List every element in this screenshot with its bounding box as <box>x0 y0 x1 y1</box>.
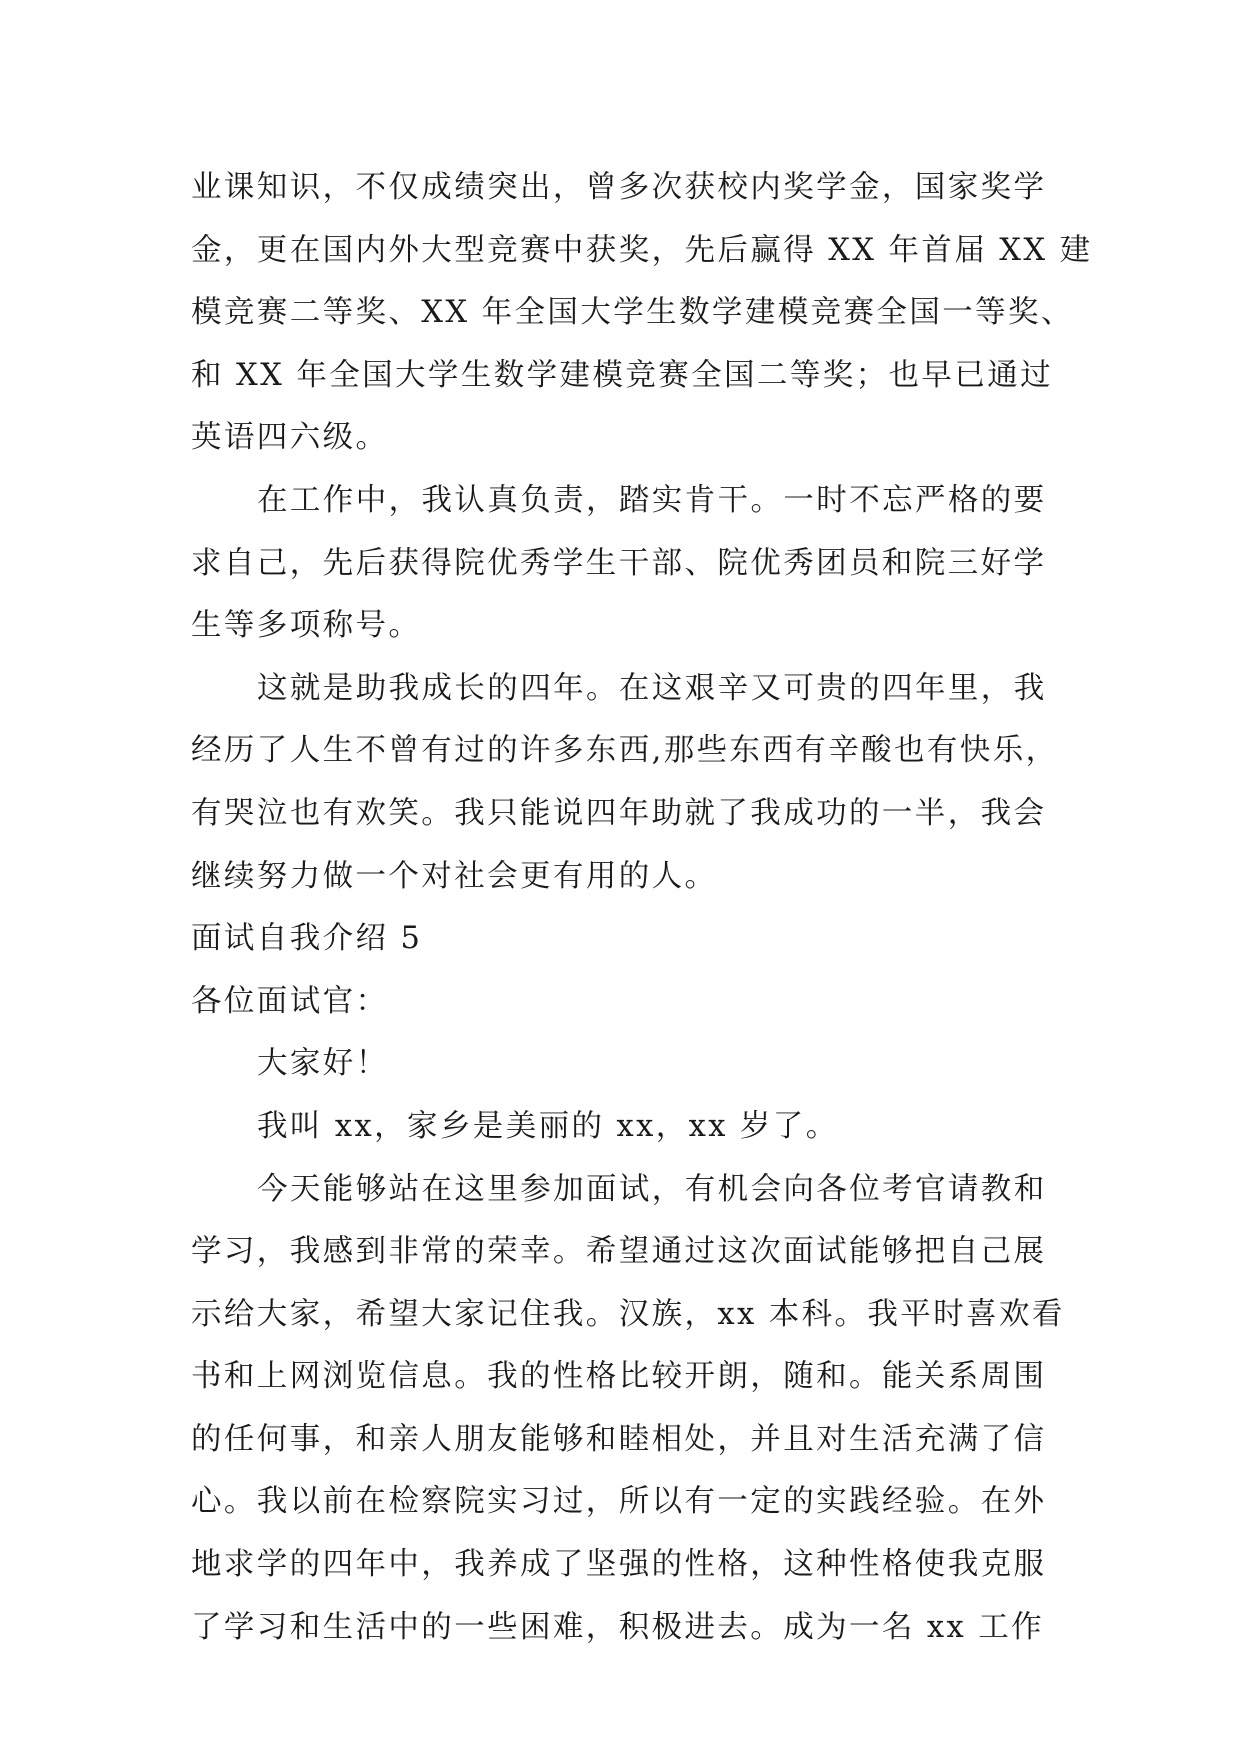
text-line: 金，更在国内外大型竞赛中获奖，先后赢得 XX 年首届 XX 建 <box>191 232 1093 268</box>
text-line: 今天能够站在这里参加面试，有机会向各位考官请教和 <box>257 1171 1047 1207</box>
text-line: 我叫 xx，家乡是美丽的 xx，xx 岁了。 <box>257 1108 839 1144</box>
text-line: 地求学的四年中，我养成了坚强的性格，这种性格使我克服 <box>191 1547 1047 1583</box>
text-line: 生等多项称号。 <box>191 608 422 644</box>
text-line: 业课知识，不仅成绩突出，曾多次获校内奖学金，国家奖学 <box>191 170 1047 205</box>
text-line: 经历了人生不曾有过的许多东西,那些东西有辛酸也有快乐， <box>191 733 1059 769</box>
document-body <box>191 157 1093 1659</box>
text-line: 了学习和生活中的一些困难，积极进去。成为一名 xx 工作 <box>191 1609 1044 1645</box>
text-line: 英语四六级。 <box>191 420 389 456</box>
text-line: 心。我以前在检察院实习过，所以有一定的实践经验。在外 <box>191 1484 1047 1520</box>
text-line: 大家好！ <box>257 1046 389 1082</box>
text-line: 书和上网浏览信息。我的性格比较开朗，随和。能关系周围 <box>191 1359 1047 1395</box>
text-line: 这就是助我成长的四年。在这艰辛又可贵的四年里，我 <box>257 670 1047 706</box>
section-heading: 面试自我介绍 5 <box>191 921 423 957</box>
text-line: 继续努力做一个对社会更有用的人。 <box>191 858 718 894</box>
text-line: 示给大家，希望大家记住我。汉族，xx 本科。我平时喜欢看 <box>191 1296 1065 1332</box>
text-line: 的任何事，和亲人朋友能够和睦相处，并且对生活充满了信 <box>191 1421 1047 1457</box>
text-line: 有哭泣也有欢笑。我只能说四年助就了我成功的一半，我会 <box>191 795 1047 831</box>
text-line: 和 XX 年全国大学生数学建模竞赛全国二等奖；也早已通过 <box>191 357 1054 393</box>
text-line: 在工作中，我认真负责，踏实肯干。一时不忘严格的要 <box>257 482 1047 518</box>
text-line: 模竞赛二等奖、XX 年全国大学生数学建模竞赛全国一等奖、 <box>191 295 1074 331</box>
text-line: 各位面试官： <box>191 983 389 1019</box>
text-line: 求自己，先后获得院优秀学生干部、院优秀团员和院三好学 <box>191 545 1047 581</box>
text-line: 学习，我感到非常的荣幸。希望通过这次面试能够把自己展 <box>191 1234 1047 1270</box>
